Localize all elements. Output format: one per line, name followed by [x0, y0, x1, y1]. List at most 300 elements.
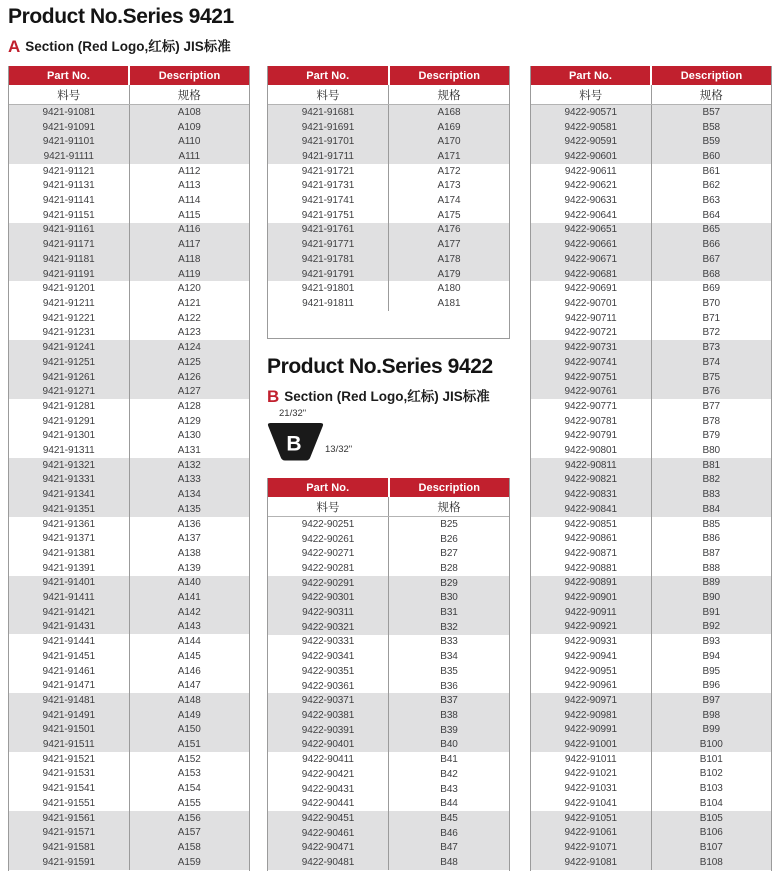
- table-row: [268, 252, 509, 267]
- description-cell: B81: [702, 459, 720, 471]
- part-no-cell: 9422-90351: [268, 664, 389, 679]
- table-row: [9, 267, 249, 282]
- table-row: [268, 208, 509, 223]
- description-cell: B43: [440, 783, 458, 795]
- description-cell: B34: [440, 651, 458, 663]
- table-row: [9, 840, 249, 855]
- description-cell: B60: [702, 150, 720, 162]
- part-no-cell: 9422-90431: [268, 782, 389, 797]
- part-no-cell: 9422-90861: [531, 531, 652, 546]
- description-cell: A170: [437, 136, 461, 148]
- table-row: [531, 399, 771, 414]
- description-cell: A145: [177, 650, 201, 662]
- part-no-cell: 9421-91301: [9, 428, 130, 443]
- description-cell: A126: [177, 371, 201, 383]
- description-cell: B89: [702, 577, 720, 589]
- table-row: [531, 605, 771, 620]
- part-no-cell: 9422-90361: [268, 679, 389, 694]
- description-cell: B38: [440, 709, 458, 721]
- part-no-cell: 9422-90711: [531, 311, 652, 326]
- table-row: [268, 164, 509, 179]
- part-no-cell: 9421-91481: [9, 693, 130, 708]
- part-no-cell: 9421-91171: [9, 237, 130, 252]
- description-cell: A175: [437, 209, 461, 221]
- table-row: [268, 664, 509, 679]
- part-no-cell: 9421-91511: [9, 737, 130, 752]
- description-cell: B59: [702, 136, 720, 148]
- description-cell: B79: [702, 430, 720, 442]
- part-no-cell: 9422-90261: [268, 532, 389, 547]
- table-row: [531, 576, 771, 591]
- table-row: [531, 428, 771, 443]
- description-cell: A168: [437, 106, 461, 118]
- description-cell: A155: [177, 797, 201, 809]
- part-no-cell: 9422-90951: [531, 664, 652, 679]
- description-cell: B70: [702, 297, 720, 309]
- table-row: [9, 796, 249, 811]
- table-row: [9, 252, 249, 267]
- description-cell: A169: [437, 121, 461, 133]
- part-no-cell: 9422-90661: [531, 237, 652, 252]
- description-cell: A158: [177, 842, 201, 853]
- part-no-cell: 9421-91531: [9, 767, 130, 782]
- description-cell: A157: [177, 827, 201, 839]
- part-no-cell: 9421-91251: [9, 355, 130, 370]
- belt-cross-section-diagram: [267, 408, 387, 468]
- description-cell: B29: [440, 577, 458, 589]
- part-no-cell: 9422-91041: [531, 796, 652, 811]
- table-row: [268, 193, 509, 208]
- part-no-cell: 9421-91401: [9, 576, 130, 591]
- description-cell: A174: [437, 195, 461, 207]
- table-row: [9, 517, 249, 532]
- belt-letter: B: [286, 432, 302, 456]
- part-no-cell: 9422-90401: [268, 738, 389, 753]
- part-no-cell: 9421-91341: [9, 487, 130, 502]
- table-row: [268, 605, 509, 620]
- part-no-cell: 9421-91241: [9, 340, 130, 355]
- table-row: [9, 487, 249, 502]
- table-row: [268, 679, 509, 694]
- table-row: [531, 179, 771, 194]
- description-cell: A149: [177, 709, 201, 721]
- series-9422-subtitle: [267, 385, 490, 407]
- part-no-subheader: 料号: [268, 497, 389, 516]
- table-row: [531, 517, 771, 532]
- part-no-cell: 9421-91701: [268, 134, 389, 149]
- table-row: [531, 678, 771, 693]
- part-no-cell: 9421-91231: [9, 326, 130, 341]
- part-no-cell: 9422-90881: [531, 561, 652, 576]
- table-row: [9, 340, 249, 355]
- part-no-cell: 9421-91371: [9, 531, 130, 546]
- part-no-cell: 9421-91101: [9, 134, 130, 149]
- description-cell: B68: [702, 268, 720, 280]
- part-no-cell: 9422-91081: [531, 855, 652, 870]
- description-cell: A151: [177, 739, 201, 751]
- part-no-cell: 9421-91091: [9, 120, 130, 135]
- part-no-cell: 9421-91441: [9, 634, 130, 649]
- part-no-cell: 9422-90931: [531, 634, 652, 649]
- table-row: [9, 370, 249, 385]
- table-row: [9, 855, 249, 870]
- part-no-cell: 9421-91361: [9, 517, 130, 532]
- table-row: [531, 370, 771, 385]
- part-no-cell: 9422-90631: [531, 193, 652, 208]
- description-cell: A128: [177, 400, 201, 412]
- table-row: [531, 693, 771, 708]
- table-row: [9, 811, 249, 826]
- part-no-cell: 9421-91581: [9, 840, 130, 855]
- description-cell: B44: [440, 798, 458, 810]
- table-row: [531, 723, 771, 738]
- description-cell: A115: [178, 209, 201, 221]
- description-cell: B93: [702, 636, 720, 648]
- description-cell: B104: [699, 797, 723, 809]
- part-no-cell: 9421-91731: [268, 179, 389, 194]
- part-no-cell: 9422-91001: [531, 737, 652, 752]
- part-no-cell: 9421-91141: [9, 193, 130, 208]
- part-no-cell: 9422-90341: [268, 649, 389, 664]
- part-no-cell: 9422-90621: [531, 179, 652, 194]
- description-cell: B91: [702, 606, 720, 618]
- part-no-cell: 9421-91221: [9, 311, 130, 326]
- part-no-cell: 9421-91191: [9, 267, 130, 282]
- part-no-cell: 9421-91431: [9, 620, 130, 635]
- description-header: Description: [130, 66, 249, 85]
- part-no-cell: 9422-90781: [531, 414, 652, 429]
- description-cell: B87: [702, 547, 720, 559]
- description-cell: B78: [702, 415, 720, 427]
- description-cell: B48: [440, 857, 458, 869]
- part-no-cell: 9421-91761: [268, 223, 389, 238]
- table-row: [268, 708, 509, 723]
- table-row: [9, 781, 249, 796]
- description-header: Description: [390, 66, 510, 85]
- part-no-cell: 9422-90811: [531, 458, 652, 473]
- table-row: [531, 531, 771, 546]
- table-row: [9, 443, 249, 458]
- description-cell: B106: [699, 827, 723, 839]
- part-no-cell: 9421-91121: [9, 164, 130, 179]
- table-row: [9, 825, 249, 840]
- table-subheader-row: [268, 497, 509, 517]
- table-header-row: [268, 66, 509, 85]
- part-no-cell: 9422-90641: [531, 208, 652, 223]
- series-9422-title: Product No.Series 9422: [267, 355, 493, 378]
- part-no-cell: 9421-91681: [268, 105, 389, 120]
- description-cell: B90: [702, 592, 720, 604]
- description-cell: A180: [437, 283, 461, 295]
- part-no-cell: 9422-90771: [531, 399, 652, 414]
- part-no-cell: 9422-91011: [531, 752, 652, 767]
- part-no-cell: 9421-91331: [9, 473, 130, 488]
- table-row: [9, 473, 249, 488]
- description-cell: B65: [702, 224, 720, 236]
- description-cell: B40: [440, 739, 458, 751]
- part-no-cell: 9421-91321: [9, 458, 130, 473]
- part-no-cell: 9421-91791: [268, 267, 389, 282]
- description-cell: A179: [437, 268, 461, 280]
- description-cell: A124: [177, 342, 201, 354]
- description-cell: B98: [702, 709, 720, 721]
- table-row: [268, 179, 509, 194]
- part-no-cell: 9421-91751: [268, 208, 389, 223]
- description-cell: B47: [440, 842, 458, 854]
- description-cell: A130: [177, 430, 201, 442]
- description-header: Description: [652, 66, 771, 85]
- table-row: [9, 737, 249, 752]
- part-no-cell: 9422-90571: [531, 105, 652, 120]
- description-cell: B26: [440, 533, 458, 545]
- description-cell: A146: [177, 665, 201, 677]
- table-row: [531, 267, 771, 282]
- series-9421-subtitle: [8, 35, 231, 57]
- description-cell: A147: [177, 680, 201, 692]
- table-row: [531, 708, 771, 723]
- parts-table-a-col2: [267, 66, 510, 339]
- table-row: [531, 443, 771, 458]
- description-cell: B86: [702, 533, 720, 545]
- description-cell: A178: [437, 253, 461, 265]
- description-cell: A138: [177, 547, 201, 559]
- part-no-cell: 9422-90871: [531, 546, 652, 561]
- series-9421-title: Product No.Series 9421: [8, 5, 234, 28]
- table-row: [9, 576, 249, 591]
- part-no-cell: 9422-90821: [531, 473, 652, 488]
- table-subheader-row: [531, 85, 771, 105]
- description-cell: B63: [702, 195, 720, 207]
- description-cell: A141: [177, 592, 201, 604]
- description-cell: B28: [440, 562, 458, 574]
- table-row: [9, 296, 249, 311]
- description-cell: A127: [177, 386, 201, 398]
- description-cell: A129: [177, 415, 201, 427]
- description-cell: A159: [177, 856, 201, 868]
- description-cell: B96: [702, 680, 720, 692]
- part-no-cell: 9422-90271: [268, 546, 389, 561]
- part-no-cell: 9422-90251: [268, 517, 389, 532]
- part-no-cell: 9422-90791: [531, 428, 652, 443]
- description-cell: B33: [440, 636, 458, 648]
- description-cell: A172: [437, 165, 461, 177]
- table-row: [268, 767, 509, 782]
- table-row: [531, 649, 771, 664]
- part-no-cell: 9421-91291: [9, 414, 130, 429]
- part-no-cell: 9421-91281: [9, 399, 130, 414]
- table-row: [268, 546, 509, 561]
- part-no-cell: 9422-90651: [531, 223, 652, 238]
- table-row: [9, 355, 249, 370]
- part-no-header: Part No.: [268, 478, 388, 497]
- description-cell: A119: [178, 268, 201, 280]
- description-cell: B83: [702, 489, 720, 501]
- table-row: [268, 738, 509, 753]
- table-row: [531, 252, 771, 267]
- description-cell: B108: [699, 856, 723, 868]
- table-row: [531, 487, 771, 502]
- description-cell: A116: [178, 224, 201, 236]
- description-cell: A111: [178, 150, 200, 162]
- part-no-cell: 9421-91801: [268, 281, 389, 296]
- description-cell: B85: [702, 518, 720, 530]
- part-no-cell: 9422-91021: [531, 767, 652, 782]
- part-no-cell: 9422-90291: [268, 576, 389, 591]
- table-row: [9, 281, 249, 296]
- description-cell: A148: [177, 694, 201, 706]
- table-subheader-row: [268, 85, 509, 105]
- part-no-cell: 9421-91571: [9, 825, 130, 840]
- description-cell: A139: [177, 562, 201, 574]
- description-cell: A150: [177, 724, 201, 736]
- part-no-cell: 9422-90441: [268, 796, 389, 811]
- table-row: [531, 825, 771, 840]
- table-row: [531, 296, 771, 311]
- table-row: [268, 120, 509, 135]
- description-cell: A137: [177, 533, 201, 545]
- description-cell: A117: [178, 239, 201, 251]
- table-row: [268, 576, 509, 591]
- part-no-cell: 9421-91711: [268, 149, 389, 164]
- part-no-cell: 9421-91311: [9, 443, 130, 458]
- description-cell: A109: [177, 121, 201, 133]
- description-cell: A112: [178, 165, 201, 177]
- table-row: [531, 281, 771, 296]
- table-row: [9, 502, 249, 517]
- table-row: [9, 326, 249, 341]
- table-row: [531, 340, 771, 355]
- table-row: [9, 428, 249, 443]
- part-no-cell: 9422-90721: [531, 326, 652, 341]
- table-row: [9, 752, 249, 767]
- table-row: [268, 855, 509, 870]
- description-cell: A173: [437, 180, 461, 192]
- description-cell: A153: [177, 768, 201, 780]
- table-row: [268, 517, 509, 532]
- description-cell: B57: [702, 106, 720, 118]
- part-no-cell: 9421-91591: [9, 855, 130, 870]
- part-no-cell: 9422-91051: [531, 811, 652, 826]
- table-row: [9, 590, 249, 605]
- table-row: [531, 781, 771, 796]
- description-cell: B37: [440, 695, 458, 707]
- description-cell: B74: [702, 356, 720, 368]
- table-row: [268, 296, 509, 311]
- table-row: [268, 752, 509, 767]
- table-header-row: [9, 66, 249, 85]
- description-cell: A181: [437, 297, 461, 309]
- part-no-header: Part No.: [531, 66, 650, 85]
- table-row: [531, 737, 771, 752]
- part-no-cell: 9421-91181: [9, 252, 130, 267]
- part-no-cell: 9421-91421: [9, 605, 130, 620]
- part-no-cell: 9421-91741: [268, 193, 389, 208]
- part-no-cell: 9421-91201: [9, 281, 130, 296]
- part-no-cell: 9422-90701: [531, 296, 652, 311]
- table-header-row: [268, 478, 509, 497]
- table-row: [268, 237, 509, 252]
- part-no-cell: 9422-90321: [268, 620, 389, 635]
- table-row: [9, 414, 249, 429]
- table-row: [9, 664, 249, 679]
- description-cell: B101: [699, 753, 723, 765]
- description-cell: B25: [440, 518, 458, 530]
- part-no-cell: 9421-91551: [9, 796, 130, 811]
- description-cell: B61: [702, 165, 720, 177]
- table-row: [531, 458, 771, 473]
- description-cell: B105: [699, 812, 723, 824]
- description-cell: B69: [702, 283, 720, 295]
- description-subheader: 规格: [437, 501, 461, 514]
- description-cell: B97: [702, 694, 720, 706]
- table-row: [531, 164, 771, 179]
- table-row: [9, 620, 249, 635]
- table-row: [9, 634, 249, 649]
- table-row: [268, 782, 509, 797]
- description-cell: A114: [178, 195, 201, 207]
- table-row: [531, 561, 771, 576]
- table-row: [268, 723, 509, 738]
- table-row: [9, 179, 249, 194]
- part-no-cell: 9422-90371: [268, 693, 389, 708]
- belt-section-icon: [267, 423, 324, 461]
- part-no-cell: 9421-91721: [268, 164, 389, 179]
- part-no-cell: 9422-90851: [531, 517, 652, 532]
- part-no-cell: 9421-91781: [268, 252, 389, 267]
- section-a-letter: A: [8, 37, 21, 56]
- part-no-cell: 9422-90901: [531, 590, 652, 605]
- table-row: [531, 752, 771, 767]
- table-row: [9, 105, 249, 120]
- description-cell: A176: [437, 224, 461, 236]
- description-cell: A144: [177, 636, 201, 648]
- part-no-subheader: 料号: [268, 85, 389, 104]
- description-cell: B32: [440, 621, 458, 633]
- description-cell: B71: [702, 312, 720, 324]
- description-cell: B75: [702, 371, 720, 383]
- description-cell: A133: [177, 474, 201, 486]
- table-row: [9, 723, 249, 738]
- part-no-subheader: 料号: [9, 85, 130, 104]
- table-row: [9, 546, 249, 561]
- table-row: [531, 634, 771, 649]
- table-subheader-row: [9, 85, 249, 105]
- table-row: [9, 208, 249, 223]
- part-no-cell: 9422-90611: [531, 164, 652, 179]
- part-no-cell: 9421-91461: [9, 664, 130, 679]
- description-cell: B31: [440, 607, 458, 619]
- part-no-cell: 9421-91451: [9, 649, 130, 664]
- table-row: [9, 649, 249, 664]
- part-no-cell: 9421-91131: [9, 179, 130, 194]
- part-no-cell: 9422-90921: [531, 620, 652, 635]
- part-no-cell: 9422-90681: [531, 267, 652, 282]
- table-row: [531, 120, 771, 135]
- part-no-cell: 9422-91031: [531, 781, 652, 796]
- part-no-cell: 9422-90381: [268, 708, 389, 723]
- part-no-subheader: 料号: [531, 85, 652, 104]
- part-no-cell: 9421-91211: [9, 296, 130, 311]
- part-no-cell: 9422-90481: [268, 855, 389, 870]
- part-no-cell: 9422-90451: [268, 811, 389, 826]
- table-row: [9, 531, 249, 546]
- part-no-cell: 9422-90761: [531, 384, 652, 399]
- part-no-cell: 9422-90601: [531, 149, 652, 164]
- part-no-cell: 9421-91081: [9, 105, 130, 120]
- description-header: Description: [390, 478, 510, 497]
- part-no-cell: 9422-90961: [531, 678, 652, 693]
- description-cell: A108: [177, 106, 201, 118]
